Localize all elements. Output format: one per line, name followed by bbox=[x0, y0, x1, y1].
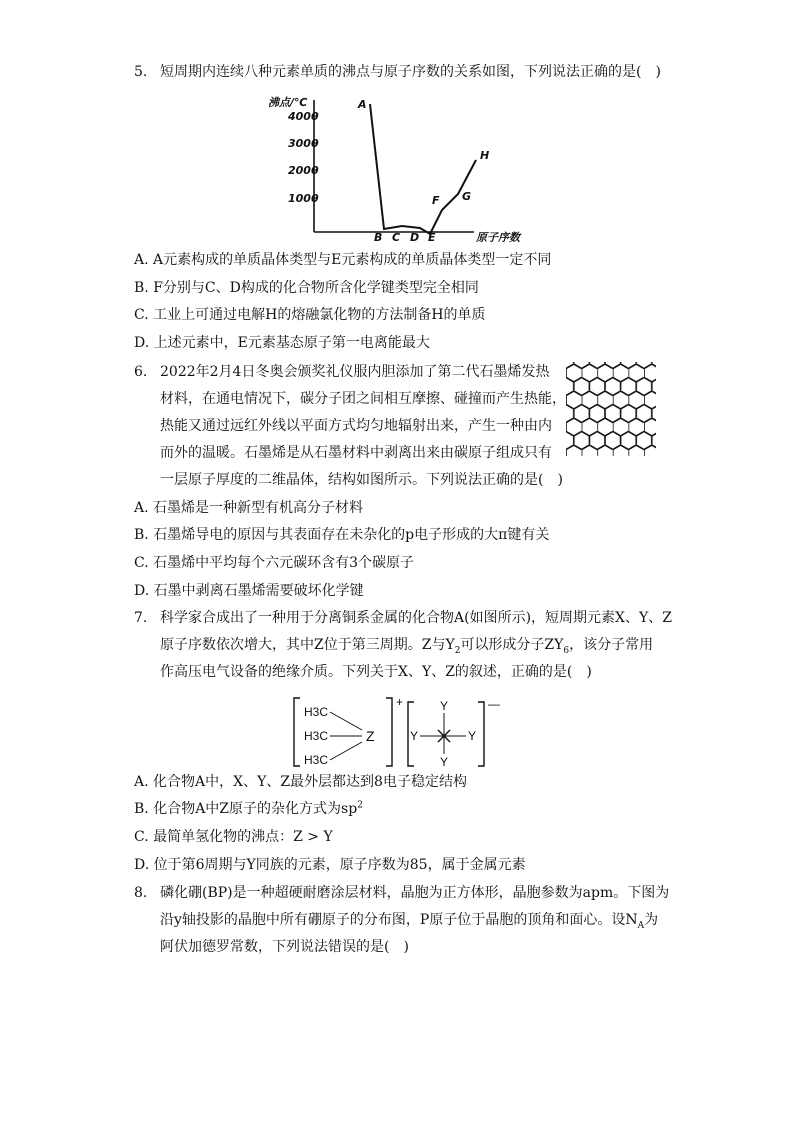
q6-stem-line5: 一层原子厚度的二维晶体，结构如图所示。下列说法正确的是( ) bbox=[160, 472, 563, 488]
q7-stem-line3: 作高压电气设备的绝缘介质。下列关于X、Y、Z的叙述，正确的是( ) bbox=[160, 664, 592, 680]
q6-option-c: C. 石墨烯中平均每个六元碳环含有3个碳原子 bbox=[134, 555, 415, 571]
q7-stem-line2: 原子序数依次增大，其中Z位于第三周期。Z与$Y_2$可以形成分子$ZY_6$，该分子常用 bbox=[160, 637, 654, 656]
q5-stem: 短周期内连续八种元素单质的沸点与原子序数的关系如图，下列说法正确的是( ) bbox=[160, 64, 661, 80]
q6-number: 6. bbox=[134, 364, 148, 380]
q5-boiling-point-chart bbox=[262, 92, 534, 244]
anion-ligand-right: Y bbox=[468, 729, 477, 743]
q5-option-a: A. A元素构成的单质晶体类型与E元素构成的单质晶体类型一定不同 bbox=[134, 252, 552, 268]
point-label-F: F bbox=[432, 194, 440, 207]
point-label-E: E bbox=[428, 231, 436, 244]
point-label-C: C bbox=[392, 231, 401, 244]
q5-number: 5. bbox=[134, 64, 148, 80]
q8-number: 8. bbox=[134, 885, 148, 901]
anion-ligand-left: Y bbox=[410, 729, 419, 743]
q7-option-c: C. 最简单氢化物的沸点：Z > Y bbox=[134, 829, 333, 845]
q6-stem-line1: 2022年2月4日冬奥会颁奖礼仪服内胆添加了第二代石墨烯发热 bbox=[160, 364, 550, 380]
anion-ligand-bottom: Y bbox=[440, 755, 449, 769]
chart-xlabel: 原子序数 bbox=[476, 231, 520, 244]
q6-option-a: A. 石墨烯是一种新型有机高分子材料 bbox=[134, 500, 364, 516]
q7-option-a: A. 化合物A中，X、Y、Z最外层都达到8电子稳定结构 bbox=[134, 774, 467, 790]
point-label-G: G bbox=[462, 190, 472, 203]
point-label-A: A bbox=[358, 98, 367, 111]
chart-ylabel: 沸点/℃ bbox=[268, 96, 308, 109]
point-label-H: H bbox=[480, 149, 490, 162]
anion-ligand-top: Y bbox=[440, 699, 449, 713]
q6-option-b: B. 石墨烯导电的原因与其表面存在未杂化的p电子形成的大π键有关 bbox=[134, 527, 550, 543]
q6-stem-line2: 材料，在通电情况下，碳分子团之间相互摩擦、碰撞而产生热能， bbox=[160, 391, 566, 407]
methyl-group-1: H3C bbox=[304, 705, 329, 719]
q8-stem-line3: 阿伏加德罗常数，下列说法错误的是( ) bbox=[160, 939, 409, 955]
ytick-3000: 3000 bbox=[288, 137, 319, 150]
q7-option-b: B. 化合物A中Z原子的杂化方式为$sp^2$ bbox=[134, 800, 363, 817]
ytick-2000: 2000 bbox=[288, 164, 319, 177]
q7-number: 7. bbox=[134, 610, 148, 626]
q6-stem-line4: 而外的温暖。石墨烯是从石墨材料中剥离出来由碳原子组成只有 bbox=[160, 445, 552, 461]
q5-option-c: C. 工业上可通过电解H的熔融氯化物的方法制备H的单质 bbox=[134, 307, 486, 323]
chart-boiling-curve bbox=[370, 104, 476, 234]
ytick-1000: 1000 bbox=[288, 192, 319, 205]
compound-a-structure bbox=[292, 694, 506, 770]
cation-charge: + bbox=[396, 695, 404, 709]
q6-stem-line3: 热能又通过远红外线以平面方式均匀地辐射出来，产生一种由内 bbox=[160, 418, 552, 434]
q7-option-d: D. 位于第6周期与Y同族的元素，原子序数为85，属于金属元素 bbox=[134, 857, 526, 873]
q8-stem-line1: 磷化硼(BP)是一种超硬耐磨涂层材料，晶胞为正方体形，晶胞参数为apm。下图为 bbox=[160, 885, 670, 901]
q6-option-d: D. 石墨中剥离石墨烯需要破坏化学键 bbox=[134, 583, 364, 599]
anion-charge: — bbox=[488, 697, 500, 711]
cation-center-z: Z bbox=[366, 728, 375, 744]
point-label-D: D bbox=[410, 231, 420, 244]
q8-stem-line2: 沿y轴投影的晶胞中所有硼原子的分布图，P原子位于晶胞的顶角和面心。设$N_A$为 bbox=[160, 912, 659, 931]
methyl-group-3: H3C bbox=[304, 753, 329, 767]
methyl-group-2: H3C bbox=[304, 729, 329, 743]
graphene-structure-image bbox=[566, 362, 656, 456]
q5-option-d: D. 上述元素中，E元素基态原子第一电离能最大 bbox=[134, 335, 430, 351]
q7-stem-line1: 科学家合成出了一种用于分离铜系金属的化合物A(如图所示)，短周期元素X、Y、Z bbox=[160, 610, 672, 626]
q5-option-b: B. F分别与C、D构成的化合物所含化学键类型完全相同 bbox=[134, 280, 479, 296]
ytick-4000: 4000 bbox=[288, 110, 319, 123]
point-label-B: B bbox=[374, 231, 383, 244]
